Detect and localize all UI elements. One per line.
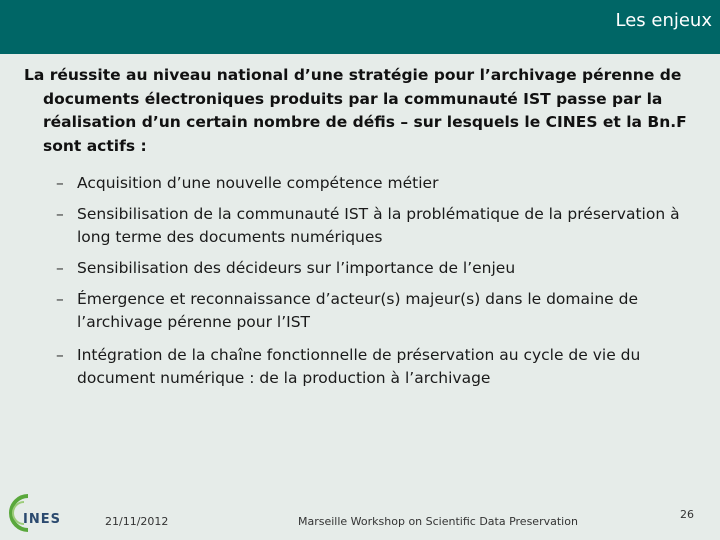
logo-text: INES	[23, 512, 61, 527]
bullet-text: Intégration de la chaîne fonctionnelle de préservation au cycle de vie du document numérique : de la production à l’archivage	[77, 346, 641, 387]
bullet-item	[44, 172, 704, 195]
bullet-text: Sensibilisation des décideurs sur l’importance de l’enjeu	[77, 259, 516, 277]
dash-marker: –	[56, 346, 64, 364]
dash-marker: –	[56, 259, 64, 277]
dash-marker: –	[56, 205, 64, 223]
intro-paragraph: La réussite au niveau national d’une stratégie pour l’archivage pérenne de documents électroniques produits par la communauté IST passe par la réalisation d’un certain nombre de défis – sur lesquels le CINES et la Bn.F sont actifs :	[24, 66, 687, 155]
page-number: 26	[680, 508, 694, 521]
bullet-list	[44, 172, 704, 390]
slide-title: Les enjeux	[615, 10, 712, 31]
footer-date: 21/11/2012	[105, 515, 169, 528]
bullet-item	[44, 344, 704, 390]
bullet-text: Émergence et reconnaissance d’acteur(s) majeur(s) dans le domaine de l’archivage pérenne pour l’IST	[77, 290, 638, 331]
bullet-item	[44, 288, 704, 334]
dash-marker: –	[56, 174, 64, 192]
footer-event: Marseille Workshop on Scientific Data Preservation	[298, 515, 578, 528]
bullet-text: Sensibilisation de la communauté IST à la problématique de la préservation à long terme des documents numériques	[77, 205, 680, 246]
bullet-item	[44, 257, 704, 280]
bullet-item	[44, 203, 704, 249]
cines-logo	[4, 490, 66, 536]
bullet-text: Acquisition d’une nouvelle compétence métier	[77, 174, 439, 192]
dash-marker: –	[56, 290, 64, 308]
slide-header	[0, 0, 720, 54]
